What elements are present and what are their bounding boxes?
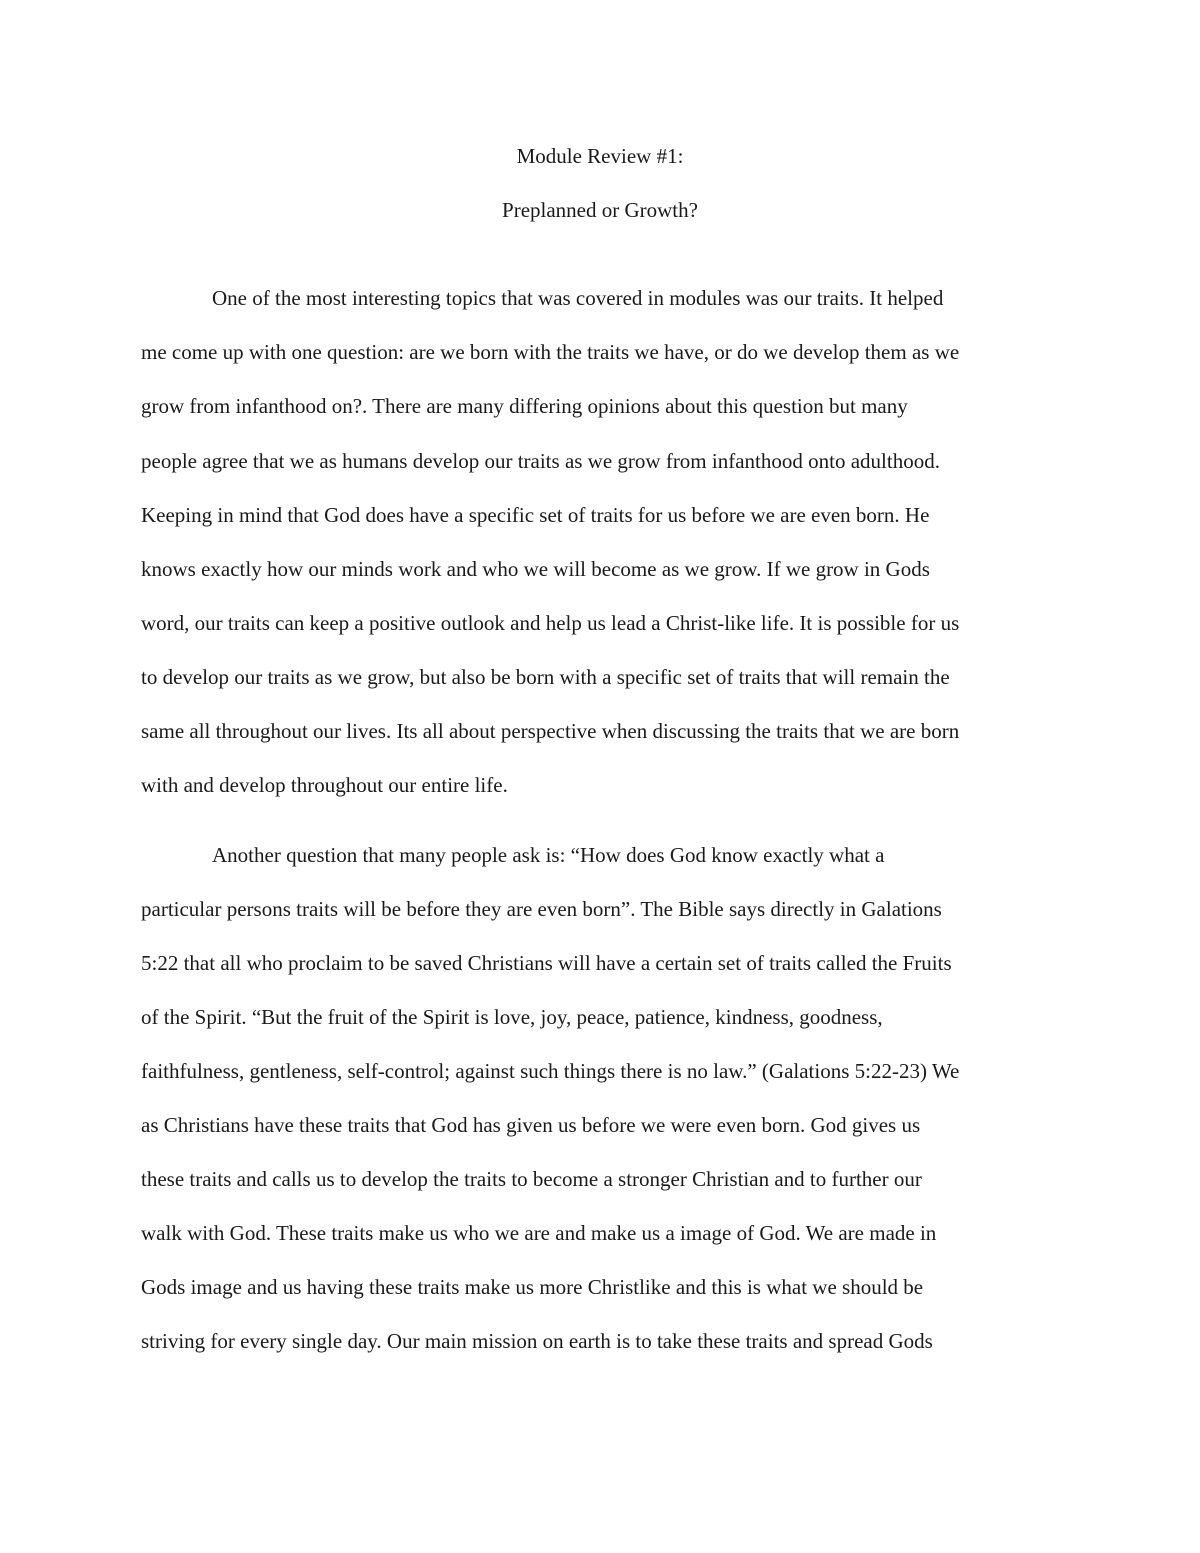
- paragraph-line: word, our traits can keep a positive outlook and help us lead a Christ-like life. It is possible for us: [141, 611, 960, 635]
- paragraph-line: to develop our traits as we grow, but also be born with a specific set of traits that will remain the: [141, 665, 950, 689]
- paragraph-line: particular persons traits will be before they are even born”. The Bible says directly in Galations: [141, 897, 942, 921]
- paragraph-line: One of the most interesting topics that was covered in modules was our traits. It helped: [212, 286, 944, 310]
- paragraph-line: people agree that we as humans develop our traits as we grow from infanthood onto adulthood.: [141, 449, 940, 473]
- paragraph-line: me come up with one question: are we born with the traits we have, or do we develop them as we: [141, 340, 960, 364]
- paragraph-line: walk with God. These traits make us who we are and make us a image of God. We are made in: [141, 1221, 937, 1245]
- paragraph-line: Another question that many people ask is: “How does God know exactly what a: [212, 843, 885, 867]
- paragraph-line: same all throughout our lives. Its all about perspective when discussing the traits that we are born: [141, 719, 960, 743]
- paragraph-line: as Christians have these traits that God has given us before we were even born. God gives us: [141, 1113, 921, 1137]
- paragraph-line: grow from infanthood on?. There are many differing opinions about this question but many: [141, 394, 908, 418]
- paragraph-line: of the Spirit. “But the fruit of the Spirit is love, joy, peace, patience, kindness, goodness,: [141, 1005, 883, 1029]
- paragraph-line: Keeping in mind that God does have a specific set of traits for us before we are even born. He: [141, 503, 930, 527]
- page-title: Module Review #1:: [516, 144, 684, 168]
- paragraph-line: striving for every single day. Our main mission on earth is to take these traits and spread Gods: [141, 1329, 933, 1353]
- paragraph-line: knows exactly how our minds work and who we will become as we grow. If we grow in Gods: [141, 557, 930, 581]
- paragraph-line: 5:22 that all who proclaim to be saved Christians will have a certain set of traits called the Fruits: [141, 951, 952, 975]
- paragraph-line: Gods image and us having these traits make us more Christlike and this is what we should be: [141, 1275, 924, 1299]
- paragraph-line: with and develop throughout our entire life.: [141, 773, 508, 797]
- paragraph-line: these traits and calls us to develop the traits to become a stronger Christian and to further our: [141, 1167, 922, 1191]
- paragraph-line: faithfulness, gentleness, self-control; against such things there is no law.” (Galations 5:22-23) We: [141, 1059, 960, 1083]
- page-subtitle: Preplanned or Growth?: [502, 198, 698, 222]
